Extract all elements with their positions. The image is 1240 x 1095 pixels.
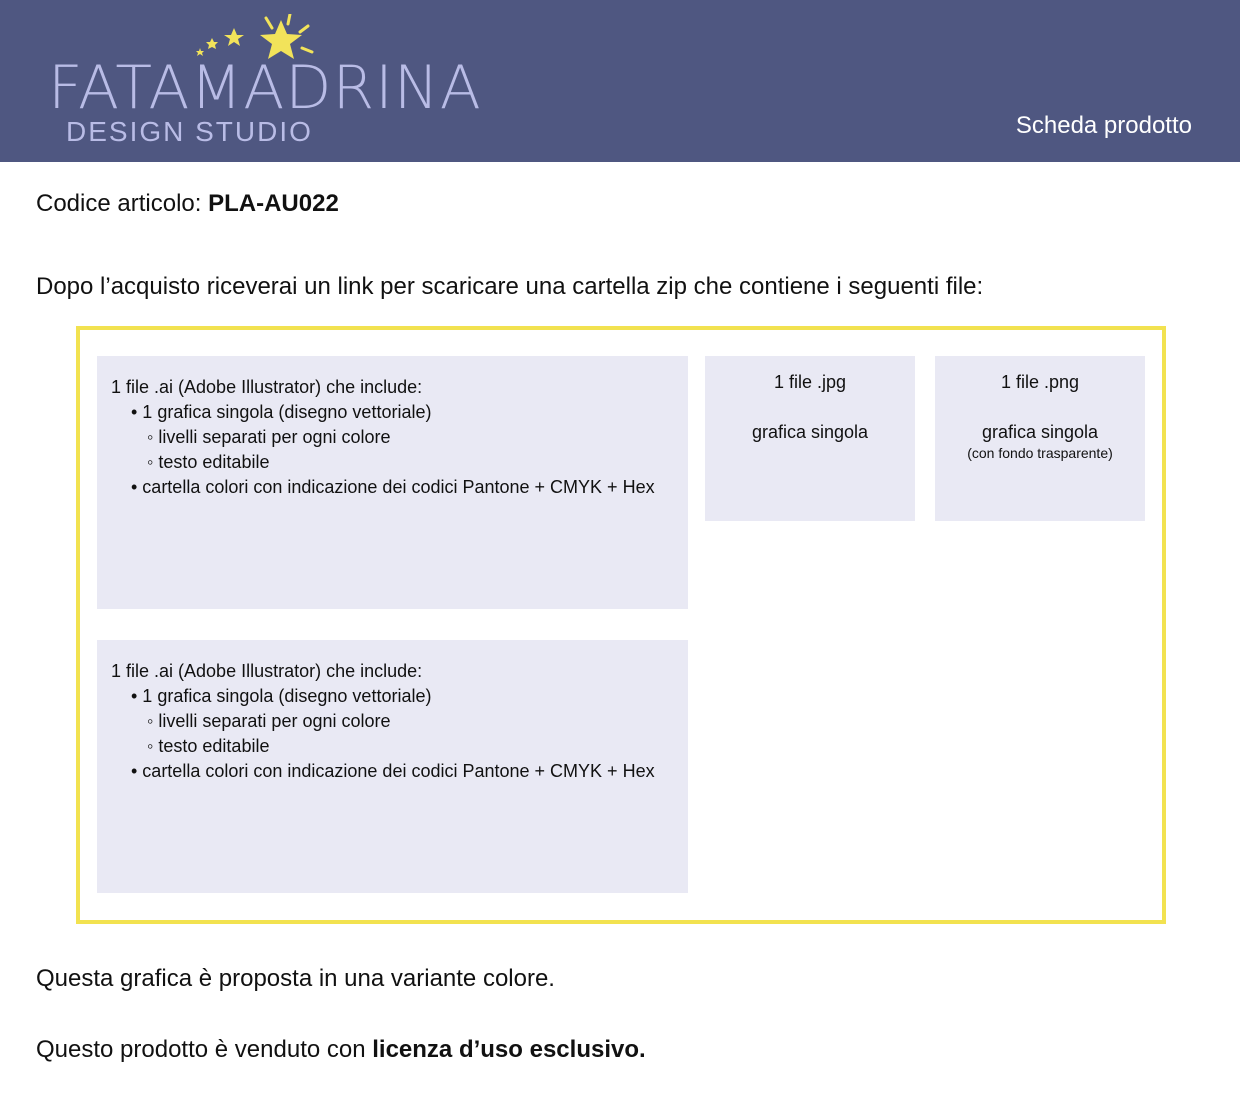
png-card-desc: grafica singola xyxy=(981,422,1099,442)
ai-file-card xyxy=(97,356,688,609)
jpg-card-desc: grafica singola xyxy=(751,422,869,442)
ai-card-subbullet: ◦ testo editabile xyxy=(147,736,270,756)
header-banner xyxy=(0,0,1240,162)
ai-card-subbullet: ◦ livelli separati per ogni colore xyxy=(147,427,391,447)
page-title: Scheda prodotto xyxy=(1015,112,1192,139)
ai-file-card xyxy=(97,640,688,893)
variant-text: Questa grafica è proposta in una variante colore. xyxy=(36,965,555,992)
license-line xyxy=(36,1038,646,1062)
ai-card-bullet: • 1 grafica singola (disegno vettoriale) xyxy=(131,686,432,706)
png-card-note: (con fondo trasparente) xyxy=(967,445,1113,461)
license-prefix: Questo prodotto è venduto con xyxy=(36,1036,373,1063)
logo-wordmark: FATAMADRINA xyxy=(48,53,482,123)
jpg-card-title: 1 file .jpg xyxy=(773,372,847,392)
ai-card-bullet: • cartella colori con indicazione dei codici Pantone + CMYK + Hex xyxy=(131,761,655,781)
article-code-line xyxy=(36,192,339,216)
ai-card-bullet: • 1 grafica singola (disegno vettoriale) xyxy=(131,402,432,422)
ai-card-title: 1 file .ai (Adobe Illustrator) che include: xyxy=(111,661,423,681)
article-code-value: PLA-AU022 xyxy=(208,190,339,217)
ai-card-bullet: • cartella colori con indicazione dei codici Pantone + CMYK + Hex xyxy=(131,477,655,497)
jpg-file-card xyxy=(705,356,915,521)
intro-text: Dopo l’acquisto riceverai un link per scaricare una cartella zip che contiene i seguenti file: xyxy=(36,273,984,300)
files-frame xyxy=(76,326,1166,924)
logo-subtitle: DESIGN STUDIO xyxy=(66,116,313,147)
article-code-label: Codice articolo: xyxy=(36,190,202,217)
png-file-card xyxy=(935,356,1145,521)
ai-card-title: 1 file .ai (Adobe Illustrator) che include: xyxy=(111,377,423,397)
logo xyxy=(48,14,482,154)
license-type: licenza d’uso esclusivo. xyxy=(372,1036,646,1063)
png-card-title: 1 file .png xyxy=(1000,372,1080,392)
ai-card-subbullet: ◦ testo editabile xyxy=(147,452,270,472)
ai-card-subbullet: ◦ livelli separati per ogni colore xyxy=(147,711,391,731)
